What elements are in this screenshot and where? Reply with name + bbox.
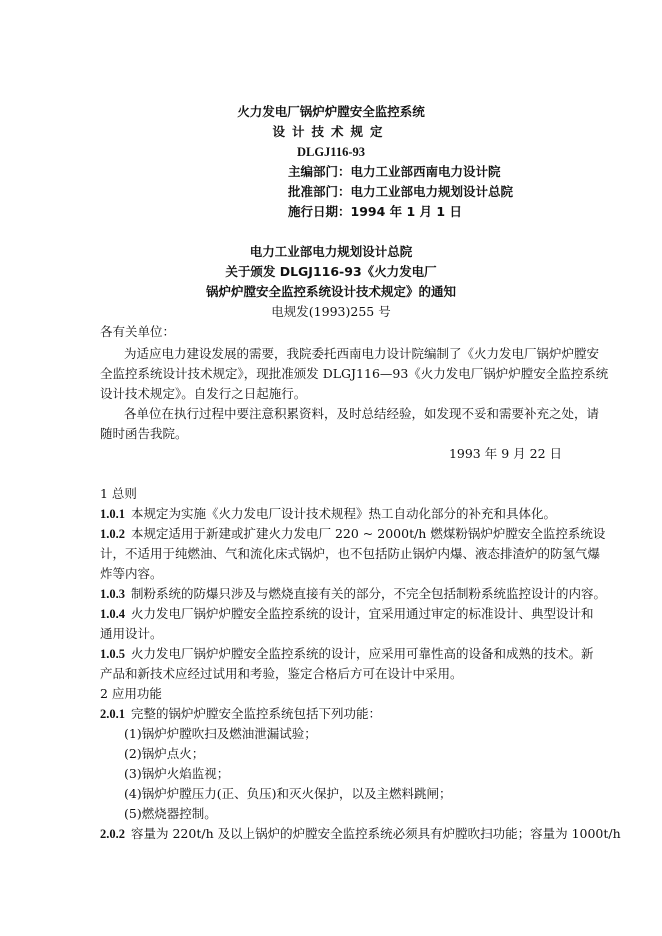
clause-1-0-5 bbox=[100, 646, 594, 662]
notice-para1-line: 设计技术规定》。自发行之日起施行。 bbox=[100, 386, 307, 401]
clause-number: 1.0.5 bbox=[100, 647, 125, 661]
clause-text: 本规定适用于新建或扩建火力发电厂 220 ~ 2000t/h 燃煤粉锅炉炉膛安全监控系统设 bbox=[131, 526, 606, 541]
notice-title-line2: 锅炉炉膛安全监控系统设计技术规定》的通知 bbox=[205, 284, 456, 299]
clause-text: 炸等内容。 bbox=[100, 566, 163, 581]
clause-number: 1.0.1 bbox=[100, 507, 125, 521]
section2-heading: 2 应用功能 bbox=[100, 686, 162, 701]
clause-text: 容量为 220t/h 及以上锅炉的炉膛安全监控系统必须具有炉膛吹扫功能；容量为 1000t/h bbox=[131, 826, 621, 841]
function-list-item: (3)锅炉火焰监视； bbox=[124, 766, 230, 781]
editor-line bbox=[288, 164, 588, 180]
clause-number: 1.0.4 bbox=[100, 607, 125, 621]
editor-value: 电力工业部西南电力设计院 bbox=[350, 164, 501, 179]
effective-date-value: 1994 年 1 月 1 日 bbox=[350, 204, 462, 219]
section1-heading: 1 总则 bbox=[100, 486, 137, 501]
clause-text: 产品和新技术应经过试用和考验，鉴定合格后方可在设计中采用。 bbox=[100, 666, 463, 681]
document-subtitle: 设计技术规定 bbox=[272, 124, 390, 139]
editor-label: 主编部门： bbox=[288, 164, 351, 179]
notice-issuer: 电力工业部电力规划设计总院 bbox=[249, 244, 413, 259]
approver-value: 电力工业部电力规划设计总院 bbox=[350, 184, 514, 199]
clause-text: 火力发电厂锅炉炉膛安全监控系统的设计，宜采用通过审定的标准设计、典型设计和 bbox=[131, 606, 594, 621]
approver-label: 批准部门： bbox=[288, 184, 351, 199]
clause-text: 本规定为实施《火力发电厂设计技术规程》热工自动化部分的补充和具体化。 bbox=[131, 506, 557, 521]
notice-para1-line: 全监控系统设计技术规定》，现批准颁发 DLGJ116—93《火力发电厂锅炉炉膛安全监控系统 bbox=[100, 366, 609, 381]
clause-number: 2.0.2 bbox=[100, 827, 125, 841]
clause-1-0-4 bbox=[100, 606, 594, 622]
notice-doc-number: 电规发(1993)255 号 bbox=[271, 304, 391, 319]
function-list-item: (2)锅炉点火； bbox=[124, 746, 205, 761]
notice-para1-line: 为适应电力建设发展的需要，我院委托西南电力设计院编制了《火力发电厂锅炉炉膛安 bbox=[124, 346, 600, 361]
effective-date-label: 施行日期： bbox=[288, 204, 351, 219]
function-list-item: (1)锅炉炉膛吹扫及燃油泄漏试验； bbox=[124, 726, 317, 741]
clause-text: 完整的锅炉炉膛安全监控系统包括下列功能： bbox=[131, 706, 382, 721]
clause-number: 1.0.3 bbox=[100, 587, 125, 601]
document-code: DLGJ116-93 bbox=[296, 145, 366, 159]
clause-2-0-1 bbox=[100, 706, 562, 722]
notice-salutation: 各有关单位： bbox=[100, 324, 176, 339]
clause-text: 计，不适用于纯燃油、气和流化床式锅炉，也不包括防止锅炉内爆、液态排渣炉的防氢气爆 bbox=[100, 546, 601, 561]
function-list-item: (5)燃烧器控制。 bbox=[124, 806, 217, 821]
clause-text: 火力发电厂锅炉炉膛安全监控系统的设计，应采用可靠性高的设备和成熟的技术。新 bbox=[131, 646, 594, 661]
effective-date-line bbox=[288, 204, 588, 220]
notice-signature-date: 1993 年 9 月 22 日 bbox=[448, 446, 562, 461]
function-list-item: (4)锅炉炉膛压力(正、负压)和灭火保护，以及主燃料跳闸； bbox=[124, 786, 452, 801]
clause-number: 1.0.2 bbox=[100, 527, 125, 541]
notice-para2-line: 各单位在执行过程中要注意积累资料，及时总结经验，如发现不妥和需要补充之处，请 bbox=[124, 406, 600, 421]
clause-1-0-1 bbox=[100, 506, 562, 522]
clause-text: 制粉系统的防爆只涉及与燃烧直接有关的部分，不完全包括制粉系统监控设计的内容。 bbox=[131, 586, 607, 601]
notice-title-line1: 关于颁发 DLGJ116-93《火力发电厂 bbox=[225, 264, 437, 279]
notice-para2-line: 随时函告我院。 bbox=[100, 426, 188, 441]
clause-1-0-2 bbox=[100, 526, 606, 542]
clause-text: 通用设计。 bbox=[100, 626, 163, 641]
approver-line bbox=[288, 184, 588, 200]
clause-number: 2.0.1 bbox=[100, 707, 125, 721]
clause-1-0-3 bbox=[100, 586, 607, 602]
document-title: 火力发电厂锅炉炉膛安全监控系统 bbox=[237, 104, 425, 119]
clause-2-0-2 bbox=[100, 826, 621, 842]
